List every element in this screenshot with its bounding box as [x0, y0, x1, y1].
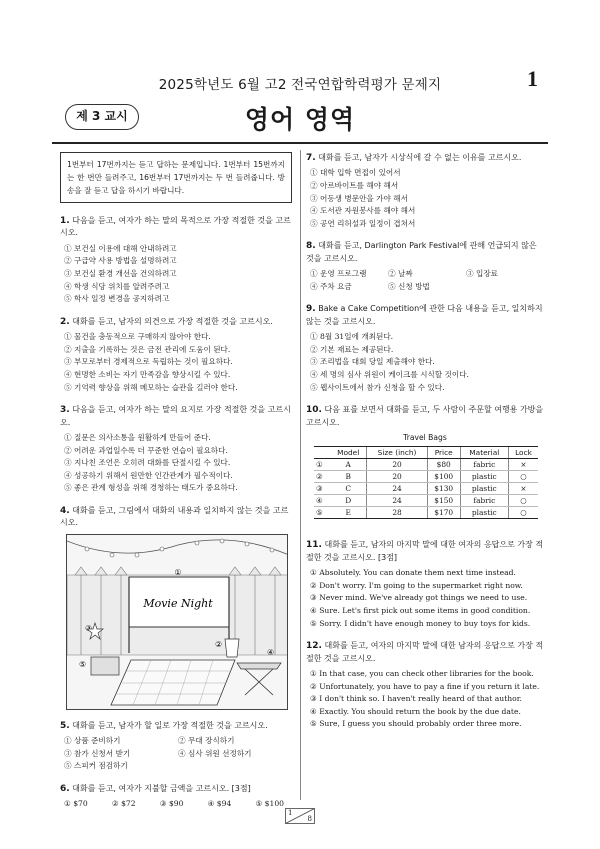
option-grid	[306, 268, 544, 293]
figure-label-3: ③	[85, 623, 93, 633]
question-number: 7.	[306, 153, 316, 163]
cell-price: $130	[427, 483, 460, 495]
question-text: Bake a Cake Competition에 관한 다음 내용을 듣고, 일치하지 않는 것을 고르시오.	[306, 304, 543, 326]
question-stem	[60, 404, 292, 429]
cell-lock: ○	[508, 471, 538, 483]
page-indicator	[285, 808, 315, 824]
col-size: Size (inch)	[367, 447, 427, 459]
option-4[interactable]: ④ Exactly. You should return the book by the due date.	[310, 706, 521, 716]
cell-model: A	[330, 459, 367, 471]
question-5	[60, 720, 292, 773]
table-row[interactable]	[314, 495, 538, 507]
question-text: 대화를 듣고, 남자가 시상식에 갈 수 없는 이유를 고르시오.	[318, 153, 522, 162]
cell-material: fabric	[460, 495, 508, 507]
option-3[interactable]: ③ 참가 신청서 받기	[64, 748, 131, 758]
question-stem	[60, 720, 292, 732]
question-stem	[306, 539, 544, 564]
option-3[interactable]: ③ $90	[159, 799, 184, 809]
cell-material: plastic	[460, 507, 508, 519]
cell-price: $170	[427, 507, 460, 519]
option-2[interactable]: ② 어려운 과업일수록 더 꾸준한 연습이 필요하다.	[64, 445, 228, 455]
figure-label-1: ①	[174, 567, 182, 577]
table-row[interactable]	[314, 507, 538, 519]
session-badge: 제 3 교시	[65, 104, 139, 130]
option-3[interactable]: ③ 보건실 환경 개선을 건의하려고	[64, 269, 177, 278]
option-4[interactable]: ④ 심사 위원 선정하기	[178, 748, 252, 758]
option-5[interactable]: ⑤ 공연 리허설과 일정이 겹쳐서	[310, 218, 416, 228]
question-stem	[60, 316, 292, 328]
question-9	[306, 303, 544, 394]
left-column	[60, 152, 292, 821]
question-number: 11.	[306, 540, 322, 551]
table-title: Travel Bags	[403, 432, 447, 442]
cell-size: 20	[367, 471, 427, 483]
question-stem	[306, 404, 544, 429]
right-column	[306, 152, 544, 741]
cell-price: $80	[427, 459, 460, 471]
option-1[interactable]: ① In that case, you can check other libraries for the book.	[310, 668, 534, 678]
movie-night-illustration	[66, 534, 288, 710]
option-1[interactable]: ① 대학 입학 면접이 있어서	[310, 168, 401, 178]
option-4[interactable]: ④ $94	[207, 799, 232, 809]
question-number: 12.	[306, 641, 322, 652]
col-price: Price	[427, 447, 460, 459]
option-1[interactable]: ① 운영 프로그램	[310, 269, 367, 279]
cell-lock: ○	[508, 507, 538, 519]
popcorn-box	[225, 639, 239, 657]
question-8	[306, 240, 544, 293]
option-2[interactable]: ② $72	[111, 799, 136, 809]
option-5[interactable]: ⑤ 웹사이트에서 참가 신청을 할 수 있다.	[310, 382, 445, 392]
movie-night-sign: Movie Night	[143, 596, 213, 610]
question-stem	[306, 152, 544, 164]
row-option: ⑤	[314, 507, 330, 519]
option-1[interactable]: ① 물건을 충동적으로 구매하지 않아야 한다.	[64, 332, 211, 342]
question-10	[306, 404, 544, 529]
question-12	[306, 640, 544, 731]
subject-title: 영어 영역	[244, 105, 356, 134]
cell-material: plastic	[460, 471, 508, 483]
folding-table	[237, 663, 281, 669]
question-number: 9.	[306, 304, 316, 315]
current-page: 1	[288, 809, 293, 817]
question-3	[60, 404, 292, 495]
column-divider	[300, 150, 301, 800]
light-bulbs	[85, 539, 274, 557]
cell-size: 24	[367, 495, 427, 507]
option-1[interactable]: ① $70	[64, 799, 88, 809]
option-1[interactable]: ① Absolutely. You can donate them next time instead.	[310, 568, 516, 578]
option-1[interactable]: ① 8월 31일에 개최된다.	[310, 332, 394, 342]
cell-price: $100	[427, 471, 460, 483]
question-number: 5.	[60, 720, 70, 731]
table-row[interactable]	[314, 459, 538, 471]
chair	[91, 657, 119, 675]
option-3[interactable]: ③ 입장료	[466, 269, 499, 279]
option-3[interactable]: ③ 지나친 조언은 오히려 대화를 단절시킬 수 있다.	[64, 458, 231, 468]
option-2[interactable]: ② Don't worry. I'm going to the supermarket right now.	[310, 580, 523, 590]
question-2	[60, 316, 292, 394]
table-row[interactable]	[314, 483, 538, 495]
question-text: 대화를 듣고, 남자의 의견으로 가장 적절한 것을 고르시오.	[72, 316, 273, 326]
question-stem	[60, 783, 292, 795]
option-5[interactable]: ⑤ 학사 일정 변경을 공지하려고	[64, 294, 170, 304]
picnic-mat	[111, 660, 235, 705]
table-row[interactable]	[314, 471, 538, 483]
option-row	[60, 798, 292, 811]
cell-model: E	[330, 507, 367, 519]
question-1	[60, 215, 292, 306]
question-number: 3.	[60, 405, 70, 416]
option-5[interactable]: ⑤ 기억력 향상을 위해 메모하는 습관을 길러야 한다.	[64, 382, 238, 392]
question-number: 8.	[306, 241, 316, 252]
cell-size: 28	[367, 507, 427, 519]
col-material: Material	[460, 447, 508, 459]
option-1[interactable]: ① 보건실 이용에 대해 안내하려고	[64, 243, 177, 253]
option-3[interactable]: ③ Never mind. We've already got things we need to use.	[310, 593, 528, 603]
option-2[interactable]: ② Unfortunately, you have to pay a fine if you return it late.	[310, 681, 540, 691]
option-4[interactable]: ④ 성공하기 위해서 원만한 인간관계가 필수적이다.	[64, 470, 233, 480]
option-4[interactable]: ④ 도서관 자원봉사를 해야 해서	[310, 206, 416, 216]
figure-label-5: ⑤	[79, 659, 87, 669]
table-header-row	[314, 447, 538, 459]
option-2[interactable]: ② 무대 장식하기	[178, 736, 235, 746]
option-1[interactable]: ① 질문은 의사소통을 원활하게 만들어 준다.	[64, 432, 211, 442]
option-5[interactable]: ⑤ 신청 방법	[388, 281, 430, 291]
question-text: 다음 표를 보면서 대화를 듣고, 두 사람이 주문할 여행용 가방을 고르시오.	[306, 405, 544, 427]
option-4[interactable]: ④ 주차 요금	[310, 281, 352, 291]
cell-lock: ×	[508, 483, 538, 495]
option-5[interactable]: ⑤ $100	[255, 799, 284, 809]
question-text: 대화를 듣고, 그림에서 대화의 내용과 일치하지 않는 것을 고르시오.	[60, 505, 289, 528]
col-model: Model	[330, 447, 367, 459]
figure-label-4: ④	[267, 647, 275, 657]
question-text: 대화를 듣고, Darlington Park Festival에 관해 언급되지 않은 것을 고르시오.	[306, 241, 537, 263]
option-2[interactable]: ② 지출을 기록하는 것은 금전 관리에 도움이 된다.	[64, 344, 231, 354]
col-num	[314, 447, 330, 459]
page-number: 1	[527, 66, 538, 91]
row-option: ④	[314, 495, 330, 507]
question-11	[306, 539, 544, 630]
illustration-svg	[67, 535, 288, 710]
cell-material: fabric	[460, 459, 508, 471]
question-text: 다음을 듣고, 여자가 하는 말의 요지로 가장 적절한 것을 고르시오.	[60, 405, 291, 427]
col-lock: Lock	[508, 447, 538, 459]
option-4[interactable]: ④ Sure. Let's first pick out some items in good condition.	[310, 605, 531, 615]
option-2[interactable]: ② 구급약 사용 방법을 설명하려고	[64, 256, 177, 266]
option-4[interactable]: ④ 세 명의 심사 위원이 케이크를 시식할 것이다.	[310, 369, 469, 379]
exam-title: 2025학년도 6월 고2 전국연합학력평가 문제지	[158, 77, 442, 93]
string-lights	[67, 540, 288, 555]
question-stem	[306, 303, 544, 328]
option-3[interactable]: ③ I don't think so. I haven't really heard of that author.	[310, 694, 522, 704]
option-5[interactable]: ⑤ 좋은 관계 형성을 위해 경청하는 태도가 중요하다.	[64, 483, 238, 493]
option-1[interactable]: ① 상품 준비하기	[64, 736, 121, 746]
row-option: ③	[314, 483, 330, 495]
question-text: 다음을 듣고, 여자가 하는 말의 목적으로 가장 적절한 것을 고르시오.	[60, 216, 291, 238]
total-pages: 8	[307, 815, 312, 823]
question-7	[306, 152, 544, 230]
figure-label-2: ②	[215, 639, 223, 649]
option-2[interactable]: ② 날짜	[388, 269, 413, 279]
question-number: 4.	[60, 505, 70, 516]
option-4[interactable]: ④ 현명한 소비는 자기 만족감을 향상시킬 수 있다.	[64, 369, 231, 379]
question-text: 대화를 듣고, 여자가 지불할 금액을 고르시오. [3점]	[72, 783, 251, 793]
question-6	[60, 783, 292, 811]
question-stem	[306, 240, 544, 265]
question-text: 대화를 듣고, 남자의 마지막 말에 대한 여자의 응답으로 가장 적절한 것을 고르시오. [3점]	[306, 540, 544, 562]
cell-size: 24	[367, 483, 427, 495]
cell-model: D	[330, 495, 367, 507]
cell-price: $150	[427, 495, 460, 507]
question-text: 대화를 듣고, 남자가 할 일로 가장 적절한 것을 고르시오.	[72, 720, 268, 730]
listening-notice: 1번부터 17번까지는 듣고 답하는 문제입니다. 1번부터 15번까지는 한 번만 들려주고, 16번부터 17번까지는 두 번 들려줍니다. 방송을 잘 듣고 답을 하시기 바랍니다.	[60, 152, 292, 203]
option-4[interactable]: ④ 학생 식당 위치를 알려주려고	[64, 281, 170, 291]
travel-bags-table	[314, 446, 538, 519]
cell-model: C	[330, 483, 367, 495]
cell-model: B	[330, 471, 367, 483]
cell-size: 20	[367, 459, 427, 471]
option-5[interactable]: ⑤ 스피커 점검하기	[64, 761, 128, 771]
question-text: 대화를 듣고, 여자의 마지막 말에 대한 남자의 응답으로 가장 적절한 것을 고르시오.	[306, 641, 544, 663]
cell-lock: ○	[508, 495, 538, 507]
question-stem	[60, 505, 292, 530]
header-rule	[52, 142, 548, 144]
option-5[interactable]: ⑤ Sorry. I didn't have enough money to buy toys for kids.	[310, 618, 531, 628]
row-option: ①	[314, 459, 330, 471]
question-stem	[60, 215, 292, 240]
question-4	[60, 505, 292, 710]
option-3[interactable]: ③ 어동생 병문안을 가야 해서	[310, 193, 408, 203]
option-5[interactable]: ⑤ Sure, I guess you should probably order three more.	[310, 719, 522, 729]
option-2[interactable]: ② 기본 재료는 제공된다.	[310, 344, 394, 354]
question-number: 2.	[60, 316, 70, 327]
row-option: ②	[314, 471, 330, 483]
option-3[interactable]: ③ 조리법을 대회 당일 제출해야 한다.	[310, 357, 435, 367]
cell-lock: ×	[508, 459, 538, 471]
question-stem	[306, 640, 544, 665]
option-grid	[60, 735, 292, 773]
question-number: 10.	[306, 405, 322, 416]
question-number: 1.	[60, 216, 70, 226]
cell-material: plastic	[460, 483, 508, 495]
option-3[interactable]: ③ 부모로부터 경제적으로 독립하는 것이 필요하다.	[64, 357, 233, 367]
option-2[interactable]: ② 아르바이트를 해야 해서	[310, 181, 399, 190]
question-number: 6.	[60, 783, 70, 794]
